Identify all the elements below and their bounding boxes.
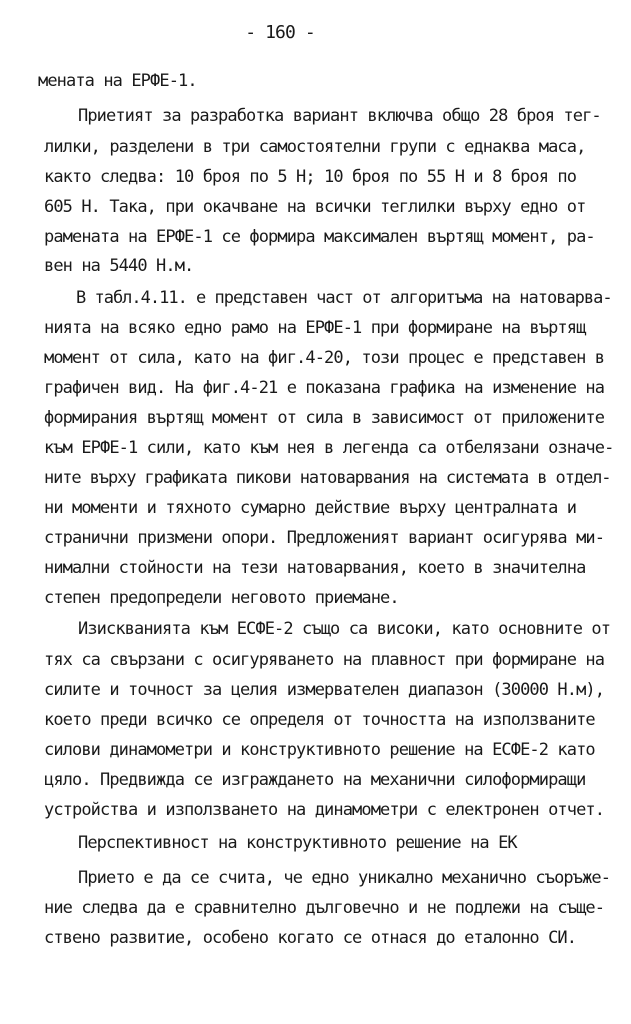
text-line: тях са свързани с осигуряването на плавност при формиране на <box>44 650 605 670</box>
text-line: графичен вид. На фиг.4-21 е показана графика на изменение на <box>44 378 605 398</box>
text-line: Изискванията към ЕСФЕ-2 също са високи, като основните от <box>78 619 611 639</box>
text-line: ни моменти и тяхното сумарно действие върху централната и <box>44 498 577 518</box>
text-line: цяло. Предвижда се изграждането на механични силоформиращи <box>44 770 586 790</box>
text-line: което преди всичко се определя от точността на използваните <box>44 710 595 730</box>
text-line: към ЕРФЕ-1 сили, като към нея в легенда са отбелязани означе- <box>44 438 614 458</box>
text-line: Приетият за разработка вариант включва общо 28 броя тег- <box>78 106 601 126</box>
text-line: силите и точност за целия измервателен диапазон (30000 Н.м), <box>44 680 605 700</box>
text-line: рамената на ЕРФЕ-1 се формира максимален въртящ момент, ра- <box>44 227 595 247</box>
section-heading: Перспективност на конструктивното решение на ЕК <box>78 833 517 853</box>
text-line: лилки, разделени в три самостоятелни групи с еднаква маса, <box>44 137 586 157</box>
text-line: степен предопредели неговото приемане. <box>44 588 399 608</box>
text-line: формирания въртящ момент от сила в зависимост от приложените <box>44 408 605 428</box>
text-line: нимални стойности на тези натоварвания, което в значителна <box>44 558 586 578</box>
text-line: В табл.4.11. е представен част от алгоритъма на натоварва- <box>76 288 612 308</box>
text-line: менатa на ЕРФЕ-1. <box>38 71 197 91</box>
text-line: ните върху графиката пикови натоварвания на системата в отдел- <box>44 468 611 488</box>
text-line: както следва: 10 броя по 5 Н; 10 броя по 55 Н и 8 броя по <box>44 167 577 187</box>
text-line: момент от сила, като на фиг.4-20, този процес е представен в <box>44 348 605 368</box>
page-number: - 160 - <box>245 22 315 43</box>
text-line: ние следва да е сравнително дълговечно и не подлежи на съще- <box>44 898 605 918</box>
text-line: устройства и използването на динамометри с електронен отчет. <box>44 800 605 820</box>
text-line: вен на 5440 Н.м. <box>44 256 194 276</box>
text-line: нията на всяко едно рамо на ЕРФЕ-1 при формиране на въртящ <box>44 318 586 338</box>
text-line: силови динамометри и конструктивното решение на ЕСФЕ-2 като <box>44 740 595 760</box>
text-line: Прието е да се счита, че едно уникално механично съоръже- <box>78 868 611 888</box>
text-line: странични призмени опори. Предложеният вариант осигурява ми- <box>44 528 605 548</box>
text-line: ствено развитие, особено когато се отнася до еталонно СИ. <box>44 928 577 948</box>
text-line: 605 Н. Така, при окачване на всички теглилки върху едно от <box>44 197 586 217</box>
